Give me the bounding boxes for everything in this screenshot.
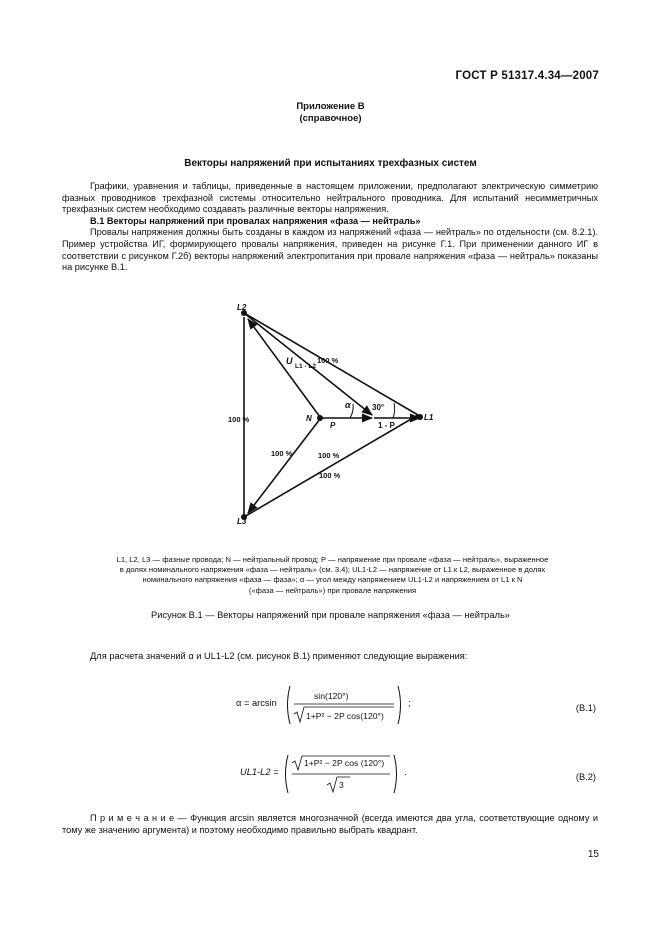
eq2-tail: . (404, 767, 407, 777)
label-30deg: 30° (372, 403, 385, 412)
section-title: Векторы напряжений при испытаниях трехфазных систем (184, 158, 477, 169)
calc-intro: Для расчета значений α и UL1-L2 (см. рисунок В.1) применяют следующие выражения: (90, 651, 468, 661)
eq1-denominator: 1+P² − 2P cos(120°) (306, 711, 384, 721)
eq1-lhs: α = arcsin (236, 698, 277, 708)
label-n: N (306, 414, 312, 423)
eq1-number: (В.1) (575, 703, 596, 713)
label-u-sub: L1 - L2 (295, 363, 316, 370)
label-pct-bottom: 100 % (319, 471, 341, 480)
appendix-title: Приложение В (296, 101, 365, 112)
intro-paragraph: Графики, уравнения и таблицы, приведенные в настоящем приложении, предполагают электрическую симметрию фазных проводников трехфазной системы относительно нейтрального проводника. Для испытаний несимметричных трехфазных систем необходимо создавать различные векторы напряжения. (62, 181, 598, 215)
vector-l3-l1 (244, 415, 418, 517)
note-paragraph (62, 812, 598, 836)
eq1-numerator: sin(120°) (314, 691, 349, 701)
point-n (317, 415, 323, 421)
eq2-number: (В.2) (575, 772, 596, 782)
angle30-arc (393, 403, 395, 418)
b1-heading: В.1 Векторы напряжений при провалах напряжения «фаза — нейтраль» (90, 215, 421, 226)
label-pct-left: 100 % (228, 415, 250, 424)
standard-header: ГОСТ Р 51317.4.34—2007 (455, 70, 599, 82)
label-l1: L1 (424, 413, 434, 422)
figure-caption: Рисунок В.1 — Векторы напряжений при провале напряжения «фаза — нейтраль» (151, 610, 510, 620)
label-l2: L2 (237, 303, 247, 312)
legend-line: в долях номинального напряжения «фаза — нейтраль» (см. 3.4); UL1-L2 — напряжение от L1 к L2, выраженное в долях (119, 565, 546, 575)
eq2-lhs: UL1-L2 = (240, 767, 279, 777)
page-number: 15 (587, 849, 599, 860)
eq2-numerator: 1+P² − 2P cos (120°) (304, 758, 385, 768)
label-pct-top: 100 % (317, 356, 339, 365)
label-pct-n-l3: 100 % (271, 449, 293, 458)
equation-b1 (236, 684, 436, 726)
body-text (62, 181, 598, 274)
note-block (62, 812, 598, 836)
label-p: P (330, 421, 336, 430)
label-u: U (286, 356, 293, 366)
eq1-tail: ; (408, 698, 411, 708)
point-l1 (417, 414, 423, 420)
note-text: — Функция arcsin является многозначной (всегда имеются два угла, соответствующие одному и тому же значению аргумента) и поэтому необходимо правильно выбрать квадрант. (62, 813, 598, 835)
label-alpha: α (345, 400, 351, 410)
legend-line: («фаза — нейтраль») при провале напряжения (248, 585, 417, 595)
b1-paragraph: Провалы напряжения должны быть созданы в каждом из напряжений «фаза — нейтраль» по отдельности (см. 8.2.1). Пример устройства ИГ, формирующего провалы напряжения, приведен на рисунке Г.1. При применении данного ИГ в соответствии с рисунком Г.2б) векторы напряжений электропитания при провале напряжения «фаза — нейтраль» показаны на рисунке В.1. (62, 227, 598, 273)
legend-line: L1, L2, L3 — фазные провода; N — нейтральный провод; P — напряжение при провале «фаза — нейтраль», выраженное (116, 555, 549, 564)
label-one-minus-p: 1 - P (378, 421, 395, 430)
vector-diagram (200, 295, 460, 530)
legend-line: номинального напряжения «фаза — фаза»; α — угол между напряжением UL1-L2 и напряжением от L1 к N (142, 575, 523, 585)
eq2-denominator: 3 (339, 780, 344, 790)
label-pct-mid: 100 % (318, 451, 340, 460)
figure-legend (70, 555, 595, 596)
equation-b2 (240, 753, 440, 795)
appendix-subtitle: (справочное) (299, 113, 362, 124)
vector-n-l3 (248, 419, 320, 513)
label-l3: L3 (237, 517, 247, 526)
note-label: П р и м е ч а н и е (90, 813, 175, 823)
